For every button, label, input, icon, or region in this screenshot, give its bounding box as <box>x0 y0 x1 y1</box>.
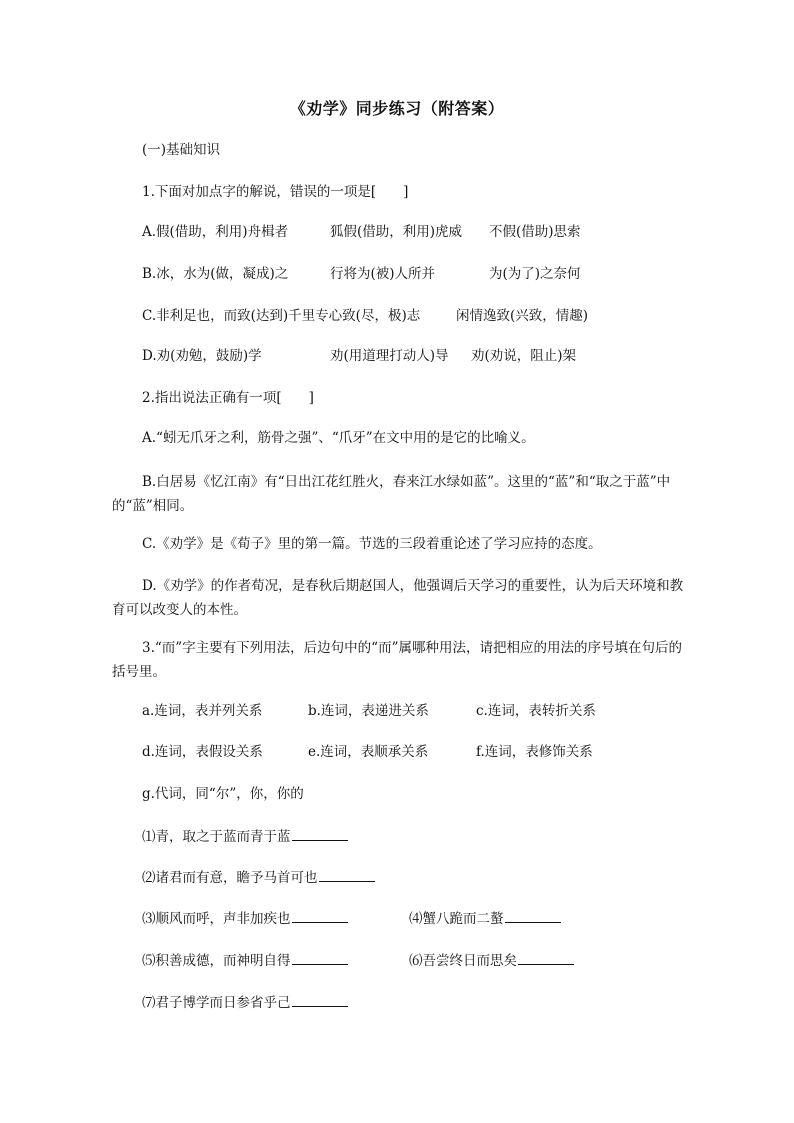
fill-item-2 <box>142 867 375 888</box>
fill-item-4-text: ⑷蟹八跪而二螯 <box>409 911 504 927</box>
usage-option-e: e.连词，表顺承关系 <box>308 744 429 760</box>
question-1-stem: 1.下面对加点字的解说，错误的一项是[ ] <box>142 184 409 200</box>
option-a-part-3: 不假(借助)思索 <box>489 224 581 240</box>
fill-item-5-text: ⑸积善成德，而神明自得 <box>142 953 291 969</box>
usage-option-f: f.连词，表修饰关系 <box>476 744 593 760</box>
document-title: 《劝学》同步练习（附答案） <box>289 99 505 118</box>
question-2-option-d: D.《劝学》的作者荀况，是春秋后期赵国人，他强调后天学习的重要性，认为后天环境和教育可以改变人的本性。 <box>112 578 684 618</box>
answer-blank-2[interactable] <box>319 867 375 882</box>
usage-option-d: d.连词，表假设关系 <box>142 744 263 760</box>
question-2-option-a: A.“蚓无爪牙之利，筋骨之强”、“爪牙”在文中用的是它的比喻义。 <box>142 430 535 446</box>
answer-blank-3[interactable] <box>292 908 348 923</box>
fill-item-5 <box>142 950 348 971</box>
option-a-part-2: 狐假(借助，利用)虎威 <box>330 224 463 240</box>
section-heading: (一)基础知识 <box>142 142 221 158</box>
fill-item-1-text: ⑴青，取之于蓝而青于蓝 <box>142 829 291 845</box>
fill-item-6 <box>409 950 574 971</box>
answer-blank-1[interactable] <box>292 826 348 841</box>
option-b-part-3: 为(为了)之奈何 <box>489 266 581 282</box>
fill-item-7 <box>142 992 348 1013</box>
option-b-part-1: B.冰，水为(做，凝成)之 <box>142 266 289 282</box>
usage-option-a: a.连词，表并列关系 <box>142 703 263 719</box>
answer-blank-7[interactable] <box>292 992 348 1007</box>
fill-item-2-text: ⑵诸君而有意，瞻予马首可也 <box>142 870 318 886</box>
fill-item-4 <box>409 908 561 929</box>
question-2-option-c: C.《劝学》是《荀子》里的第一篇。节选的三段着重论述了学习应持的态度。 <box>142 536 602 552</box>
fill-item-7-text: ⑺君子博学而日参省乎己 <box>142 995 291 1011</box>
option-d-part-1: D.劝(劝勉，鼓励)学 <box>142 348 262 364</box>
option-a-part-1: A.假(借助，利用)舟楫者 <box>142 224 289 240</box>
usage-option-b: b.连词，表递进关系 <box>308 703 429 719</box>
option-c-part-1: C.非利足也，而致(达到)千里专心致(尽，极)志 <box>142 308 421 324</box>
option-c-part-2: 闲情逸致(兴致，情趣) <box>456 308 589 324</box>
fill-item-3-text: ⑶顺风而呼，声非加疾也 <box>142 911 291 927</box>
fill-item-3 <box>142 908 348 929</box>
option-b-part-2: 行将为(被)人所并 <box>330 266 436 282</box>
answer-blank-5[interactable] <box>292 950 348 965</box>
question-2-option-b: B.白居易《忆江南》有“日出江花红胜火，春来江水绿如蓝”。这里的“蓝”和“取之于蓝”中的“蓝”相同。 <box>112 474 671 514</box>
question-3-stem: 3.“而”字主要有下列用法，后边句中的“而”属哪种用法，请把相应的用法的序号填在句后的括号里。 <box>112 640 682 680</box>
fill-item-6-text: ⑹吾尝终日而思矣 <box>409 953 517 969</box>
question-2-stem: 2.指出说法正确有一项[ ] <box>142 390 314 406</box>
option-d-part-3: 劝(劝说，阻止)架 <box>471 348 577 364</box>
fill-item-1 <box>142 826 348 847</box>
answer-blank-6[interactable] <box>518 950 574 965</box>
usage-option-c: c.连词，表转折关系 <box>476 703 596 719</box>
answer-blank-4[interactable] <box>505 908 561 923</box>
option-d-part-2: 劝(用道理打动人)导 <box>330 348 449 364</box>
usage-option-g: g.代词，同“尔”，你，你的 <box>142 786 304 802</box>
